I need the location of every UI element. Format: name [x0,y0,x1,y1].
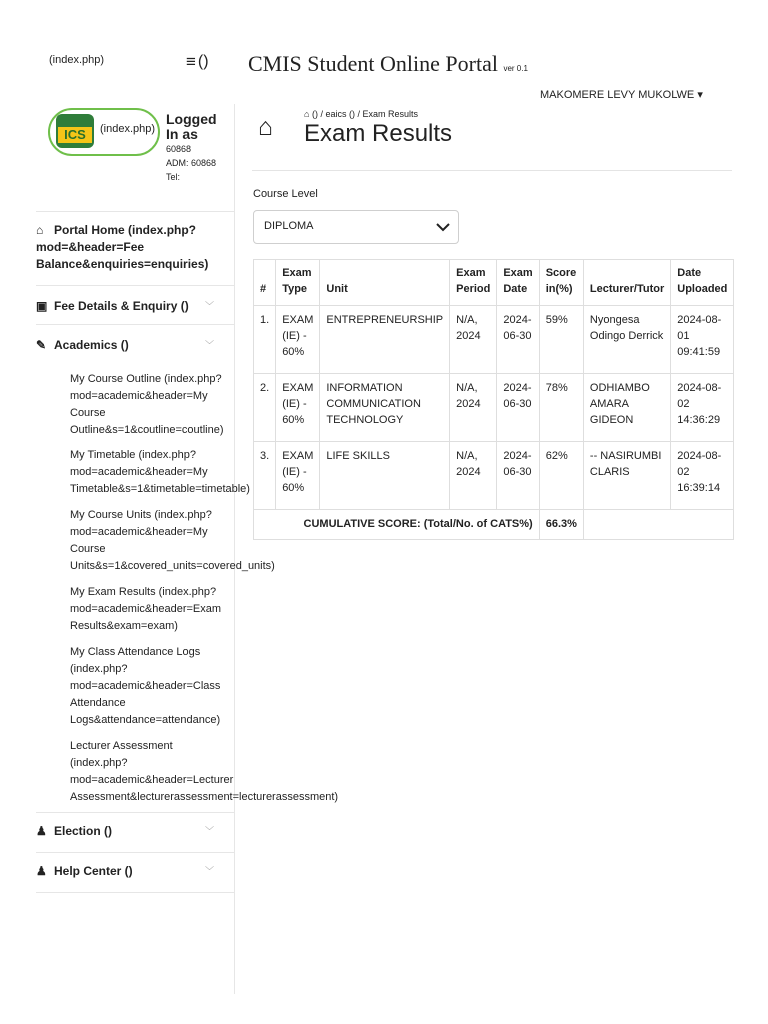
menu-toggle-label: () [197,53,209,70]
sub-course-units-line: mod=academic&header=My [70,526,208,538]
exam-type: EXAM (IE) - 60% [276,442,320,510]
caret-down-icon: ▾ [697,89,703,101]
exam-period: N/A, 2024 [450,374,497,442]
header-divider [252,170,732,171]
sub-course-outline-line: Course [70,407,106,419]
exam-date: 2024-06-30 [497,442,539,510]
course-level-label: Course Level [253,188,318,200]
app-title [248,51,528,77]
column-header: # [254,260,276,306]
sub-course-outline-line: mod=academic&header=My [70,390,208,402]
app-title-text: CMIS Student Online Portal [248,51,498,76]
school-logo-text: ICS [58,127,92,143]
table-row [254,442,734,510]
brand-link[interactable]: (index.php) [100,123,156,135]
column-header: Exam Date [497,260,539,306]
column-header: Exam Type [276,260,320,306]
sub-attendance-logs-line: Logs&attendance=attendance) [70,714,221,726]
sub-attendance-logs-line: Attendance [70,697,126,709]
column-header: Date Uploaded [671,260,734,306]
page-home-icon: ⌂ [258,113,274,141]
sub-exam-results-line: mod=academic&header=Exam [70,603,222,615]
sub-exam-results-line: My Exam Results (index.php? [70,586,217,598]
score: 59% [539,306,583,374]
users-icon: ♟ [36,824,47,838]
date-uploaded: 2024-08-02 16:39:14 [671,442,734,510]
hamburger-icon: ≡ [186,52,196,71]
course-level-value: DIPLOMA [264,220,314,232]
nav-divider [36,211,234,212]
nav-divider [36,285,234,286]
sub-timetable-line: My Timetable (index.php? [70,449,196,461]
table-row [254,306,734,374]
cumulative-label: CUMULATIVE SCORE: (Total/No. of CATS%) [254,510,540,540]
row-number: 3. [254,442,276,510]
sub-lecturer-assessment-line: (index.php? [70,757,128,769]
sub-timetable-line: mod=academic&header=My [70,466,208,478]
sub-course-units-line: My Course Units (index.php? [70,509,212,521]
row-number: 2. [254,374,276,442]
exam-date: 2024-06-30 [497,306,539,374]
unit-name: ENTREPRENEURSHIP [320,306,450,374]
sub-lecturer-assessment-line: Lecturer Assessment [70,740,173,752]
menu-toggle[interactable] [186,52,209,72]
score: 62% [539,442,583,510]
nav-divider [36,324,234,325]
sub-attendance-logs-line: My Class Attendance Logs [70,646,201,658]
user-info [166,112,226,184]
column-header: Exam Period [450,260,497,306]
logged-in-label: Logged In as [166,111,217,142]
nav-divider [36,892,234,893]
chevron-down-icon: ﹀ [204,301,214,311]
breadcrumb-eaics[interactable]: eaics () [325,109,355,119]
column-header: Score in(%) [539,260,583,306]
page-title: Exam Results [304,120,453,147]
home-icon[interactable]: ⌂ [304,109,310,119]
student-id: 60868 [166,144,192,154]
telephone: Tel: [166,172,181,182]
exam-period: N/A, 2024 [450,442,497,510]
chevron-down-icon: ﹀ [204,866,214,876]
lecturer: ODHIAMBO AMARA GIDEON [583,374,670,442]
table-row [254,374,734,442]
sub-lecturer-assessment-line: Assessment&lecturerassessment=lecturerassessment) [70,791,339,803]
sub-lecturer-assessment-line: mod=academic&header=Lecturer [70,774,234,786]
user-name: MAKOMERE LEVY MUKOLWE [540,89,695,101]
nav-fee-details-label: Fee Details & Enquiry () [54,299,189,313]
lecturer: Nyongesa Odingo Derrick [583,306,670,374]
score: 78% [539,374,583,442]
breadcrumb-home[interactable]: () [311,109,318,119]
nav-divider [36,812,234,813]
briefcase-icon: ▣ [36,299,48,313]
unit-name: INFORMATION COMMUNICATION TECHNOLOGY [320,374,450,442]
sub-course-units-line: Course [70,543,106,555]
sub-timetable-line: Timetable&s=1&timetable=timetable) [70,483,250,495]
school-logo [56,114,94,148]
unit-name: LIFE SKILLS [320,442,450,510]
breadcrumb [304,109,418,119]
logo-link[interactable]: (index.php) [49,54,105,66]
row-number: 1. [254,306,276,374]
sub-course-units-line: Units&s=1&covered_units=covered_units) [70,560,275,572]
exam-type: EXAM (IE) - 60% [276,374,320,442]
cumulative-row [254,510,734,540]
table-header-row [254,260,734,306]
nav-help-center[interactable] [36,863,232,880]
sub-timetable[interactable] [70,447,250,498]
edit-icon: ✎ [36,338,47,352]
exam-results-table [253,259,734,540]
nav-divider [36,852,234,853]
chevron-down-icon [434,218,452,236]
nav-portal-home-label: Portal Home (index.php?mod=&header=Fee Balance&enquiries=enquiries) [36,223,209,271]
nav-help-center-label: Help Center () [54,864,133,878]
date-uploaded: 2024-08-02 14:36:29 [671,374,734,442]
sub-course-outline[interactable] [70,371,223,439]
column-header: Unit [320,260,450,306]
breadcrumb-separator: / [320,109,326,119]
exam-period: N/A, 2024 [450,306,497,374]
sub-exam-results[interactable] [70,584,221,635]
sub-attendance-logs-line: mod=academic&header=Class [70,680,221,692]
nav-academics-label: Academics () [54,338,129,352]
nav-election-label: Election () [54,824,113,838]
sub-exam-results-line: Results&exam=exam) [70,620,178,632]
date-uploaded: 2024-08-01 09:41:59 [671,306,734,374]
nav-academics[interactable] [36,337,232,354]
nav-election[interactable] [36,823,232,840]
nav-fee-details[interactable] [36,298,232,315]
chevron-down-icon: ﹀ [204,340,214,350]
chevron-down-icon: ﹀ [204,826,214,836]
nav-portal-home[interactable] [36,222,232,273]
sub-attendance-logs-line: (index.php? [70,663,128,675]
breadcrumb-separator: / [357,109,363,119]
brand-badge[interactable] [48,108,160,156]
cumulative-score: 66.3% [539,510,583,540]
exam-type: EXAM (IE) - 60% [276,306,320,374]
user-menu[interactable] [540,88,703,101]
cumulative-empty [583,510,733,540]
breadcrumb-current: Exam Results [362,109,419,119]
sub-course-units[interactable] [70,507,275,575]
lecturer: -- NASIRUMBI CLARIS [583,442,670,510]
home-icon: ⌂ [36,223,44,237]
app-version: ver 0.1 [503,64,528,73]
sub-attendance-logs[interactable] [70,644,220,729]
exam-date: 2024-06-30 [497,374,539,442]
users-icon: ♟ [36,864,47,878]
sub-course-outline-line: Outline&s=1&coutline=coutline) [70,424,224,436]
admission-number: ADM: 60868 [166,158,217,168]
sub-course-outline-line: My Course Outline (index.php? [70,373,222,385]
course-level-select[interactable] [253,210,459,244]
sub-lecturer-assessment[interactable] [70,738,338,806]
column-header: Lecturer/Tutor [583,260,670,306]
